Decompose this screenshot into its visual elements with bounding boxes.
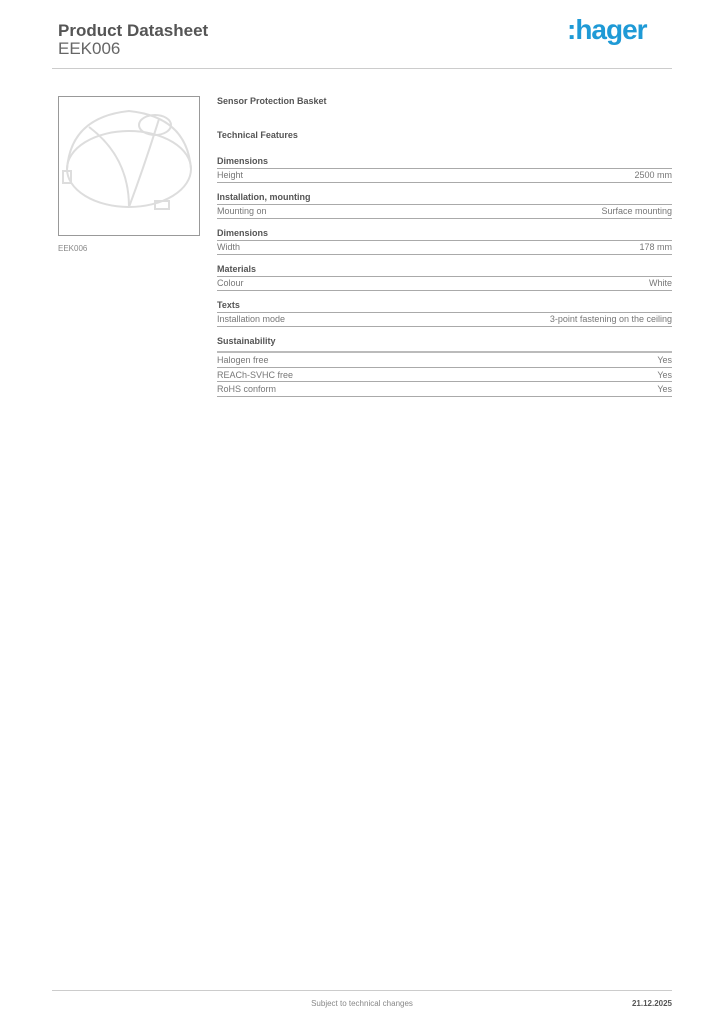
spec-group [217,228,672,255]
spec-label: RoHS conform [217,384,277,394]
spec-label: Width [217,242,241,252]
product-code: EEK006 [58,39,121,58]
group-title: Texts [217,300,672,313]
image-caption: EEK006 [58,244,88,253]
group-title: Materials [217,264,672,277]
header-divider [52,68,672,69]
spec-row [217,382,672,397]
spec-row [217,277,672,291]
wire-basket-image [59,97,199,235]
spec-group [217,192,672,219]
group-title: Installation, mounting [217,192,672,205]
footer-divider [52,990,672,991]
spec-label: REACh-SVHC free [217,369,294,380]
spec-value: 2500 mm [634,170,672,180]
hager-logo: :hager [567,14,647,45]
spec-row [217,353,672,368]
spec-group [217,336,672,397]
spec-column [217,96,672,406]
product-name: Sensor Protection Basket [217,96,327,106]
spec-row [217,205,672,219]
spec-value: Yes [657,384,672,394]
group-title: Sustainability [217,336,672,353]
spec-value: Yes [657,369,672,380]
spec-group [217,264,672,291]
spec-label: Installation mode [217,314,286,324]
spec-value: Surface mounting [601,206,672,216]
footer-note: Subject to technical changes [311,999,413,1008]
spec-value: 3-point fastening on the ceiling [549,314,672,324]
page-title: Product Datasheet [58,21,209,40]
spec-group [217,300,672,327]
section-title: Technical Features [217,130,298,140]
spec-row [217,313,672,327]
group-title: Dimensions [217,156,672,169]
spec-row [217,169,672,183]
spec-label: Halogen free [217,355,269,365]
spec-label: Mounting on [217,206,267,216]
spec-value: Yes [657,355,672,365]
spec-label: Colour [217,278,244,288]
spec-value: 178 mm [639,242,672,252]
product-image [58,96,200,236]
group-title: Dimensions [217,228,672,241]
spec-group [217,156,672,183]
spec-label: Height [217,170,244,180]
spec-row [217,368,672,383]
spec-value: White [648,278,672,288]
footer-date: 21.12.2025 [631,999,672,1008]
spec-row [217,241,672,255]
